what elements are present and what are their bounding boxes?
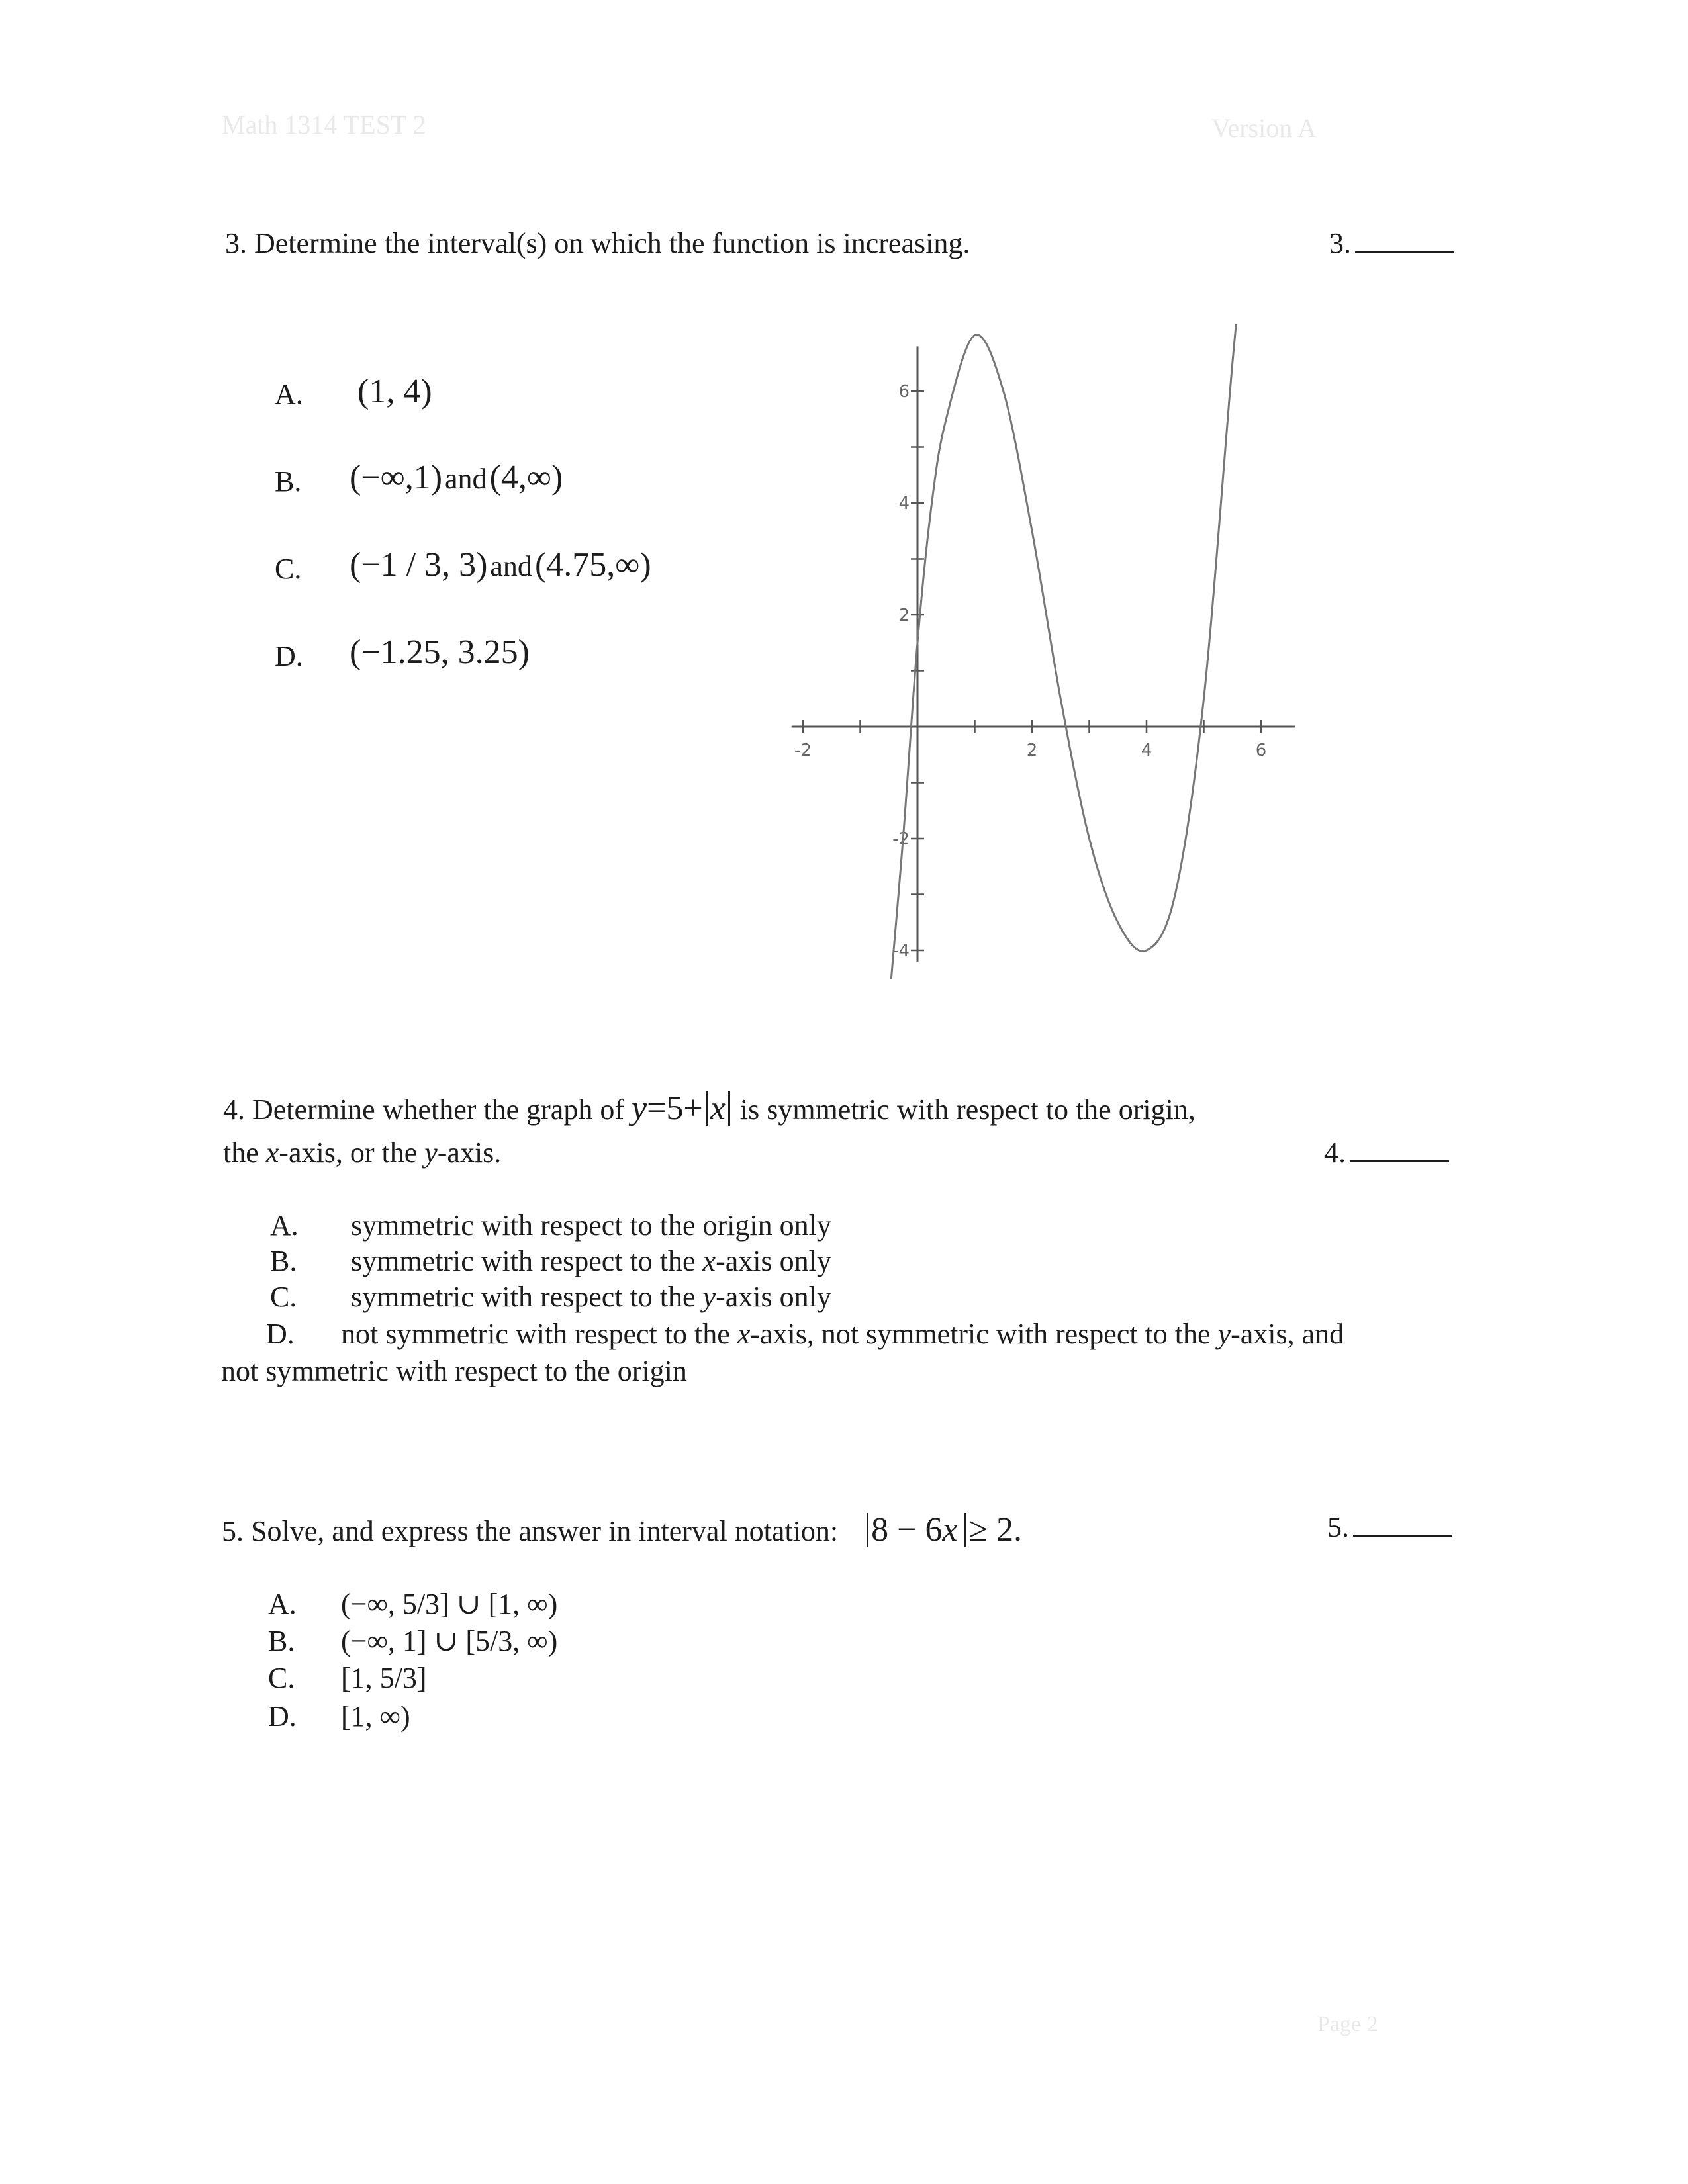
q3-option-b-letter: B. (275, 465, 302, 498)
q5-option-a-text: (−∞, 5/3] ∪ [1, ∞) (341, 1588, 558, 1620)
q4-answer-blank (1324, 1136, 1449, 1169)
q4-prompt-line1: 4. Determine whether the graph of y=5+ x is symmetric with respect to the origin, (223, 1089, 1196, 1127)
q5-option-d-text: [1, ∞) (341, 1700, 410, 1733)
q4-option-a-text: symmetric with respect to the origin only (351, 1209, 831, 1242)
q3-option-c-text: (−1 / 3, 3) and (4.75,∞) (350, 546, 651, 584)
q5-answer-blank (1327, 1510, 1452, 1544)
q4-answer-label: 4. (1324, 1136, 1346, 1169)
q4-option-a-letter: A. (270, 1209, 299, 1242)
q3-option-d-text: (−1.25, 3.25) (350, 633, 530, 671)
q4-option-c-letter: C. (270, 1281, 297, 1313)
q3-option-a-text: (1, 4) (357, 373, 432, 410)
q4-option-c-text: symmetric with respect to the y-axis only (351, 1281, 831, 1313)
q4-answer-line[interactable] (1350, 1140, 1449, 1162)
q4-option-b-text: symmetric with respect to the x-axis only (351, 1245, 831, 1277)
q5-option-c-text: [1, 5/3] (341, 1662, 427, 1694)
x-tick-label: -2 (794, 741, 812, 760)
q5-prompt: 5. Solve, and express the answer in interval notation: 8 − 6x ≥ 2. (222, 1511, 1023, 1549)
faint-header-left: Math 1314 TEST 2 (222, 110, 426, 140)
q4-option-d-letter: D. (266, 1318, 295, 1350)
q3-answer-label: 3. (1329, 227, 1351, 259)
q5-option-a-letter: A. (268, 1588, 297, 1620)
q5-option-d-letter: D. (268, 1700, 297, 1733)
q5-answer-label: 5. (1327, 1511, 1349, 1543)
faint-footer: Page 2 (1317, 2012, 1378, 2036)
q3-option-d-letter: D. (275, 640, 303, 672)
function-curve (889, 324, 1247, 979)
q3-option-b-text: (−∞,1) and (4,∞) (350, 459, 563, 496)
q5-option-c-letter: C. (268, 1662, 295, 1694)
q3-answer-blank (1329, 226, 1454, 260)
graph-tick-labels (794, 382, 1266, 961)
x-tick-label: 2 (1026, 741, 1038, 760)
y-tick-label: 6 (898, 382, 910, 402)
q5-answer-line[interactable] (1353, 1515, 1452, 1537)
function-graph (768, 324, 1311, 979)
faint-header-right: Version A (1211, 113, 1317, 143)
y-tick-label: 4 (898, 494, 910, 514)
y-tick-label: 2 (898, 606, 910, 625)
q3-answer-line[interactable] (1355, 231, 1454, 253)
q4-option-b-letter: B. (270, 1245, 297, 1277)
q4-option-d-text-line2: not symmetric with respect to the origin (221, 1355, 687, 1387)
q5-option-b-text: (−∞, 1] ∪ [5/3, ∞) (341, 1625, 558, 1657)
y-tick-label: -4 (892, 941, 910, 961)
graph-ticks (803, 391, 1261, 950)
graph-axes (792, 346, 1295, 962)
x-tick-label: 6 (1255, 741, 1267, 760)
q5-option-b-letter: B. (268, 1625, 295, 1657)
q4-option-d-text-line1: not symmetric with respect to the x-axis, not symmetric with respect to the y-axis, and (341, 1318, 1344, 1350)
q4-prompt-line2: the x-axis, or the y-axis. (223, 1136, 502, 1169)
x-tick-label: 4 (1141, 741, 1152, 760)
q3-option-a-letter: A. (275, 378, 303, 410)
q3-option-c-letter: C. (275, 553, 302, 585)
q3-prompt: 3. Determine the interval(s) on which the function is increasing. (225, 227, 970, 259)
y-tick-label: -2 (892, 829, 910, 849)
